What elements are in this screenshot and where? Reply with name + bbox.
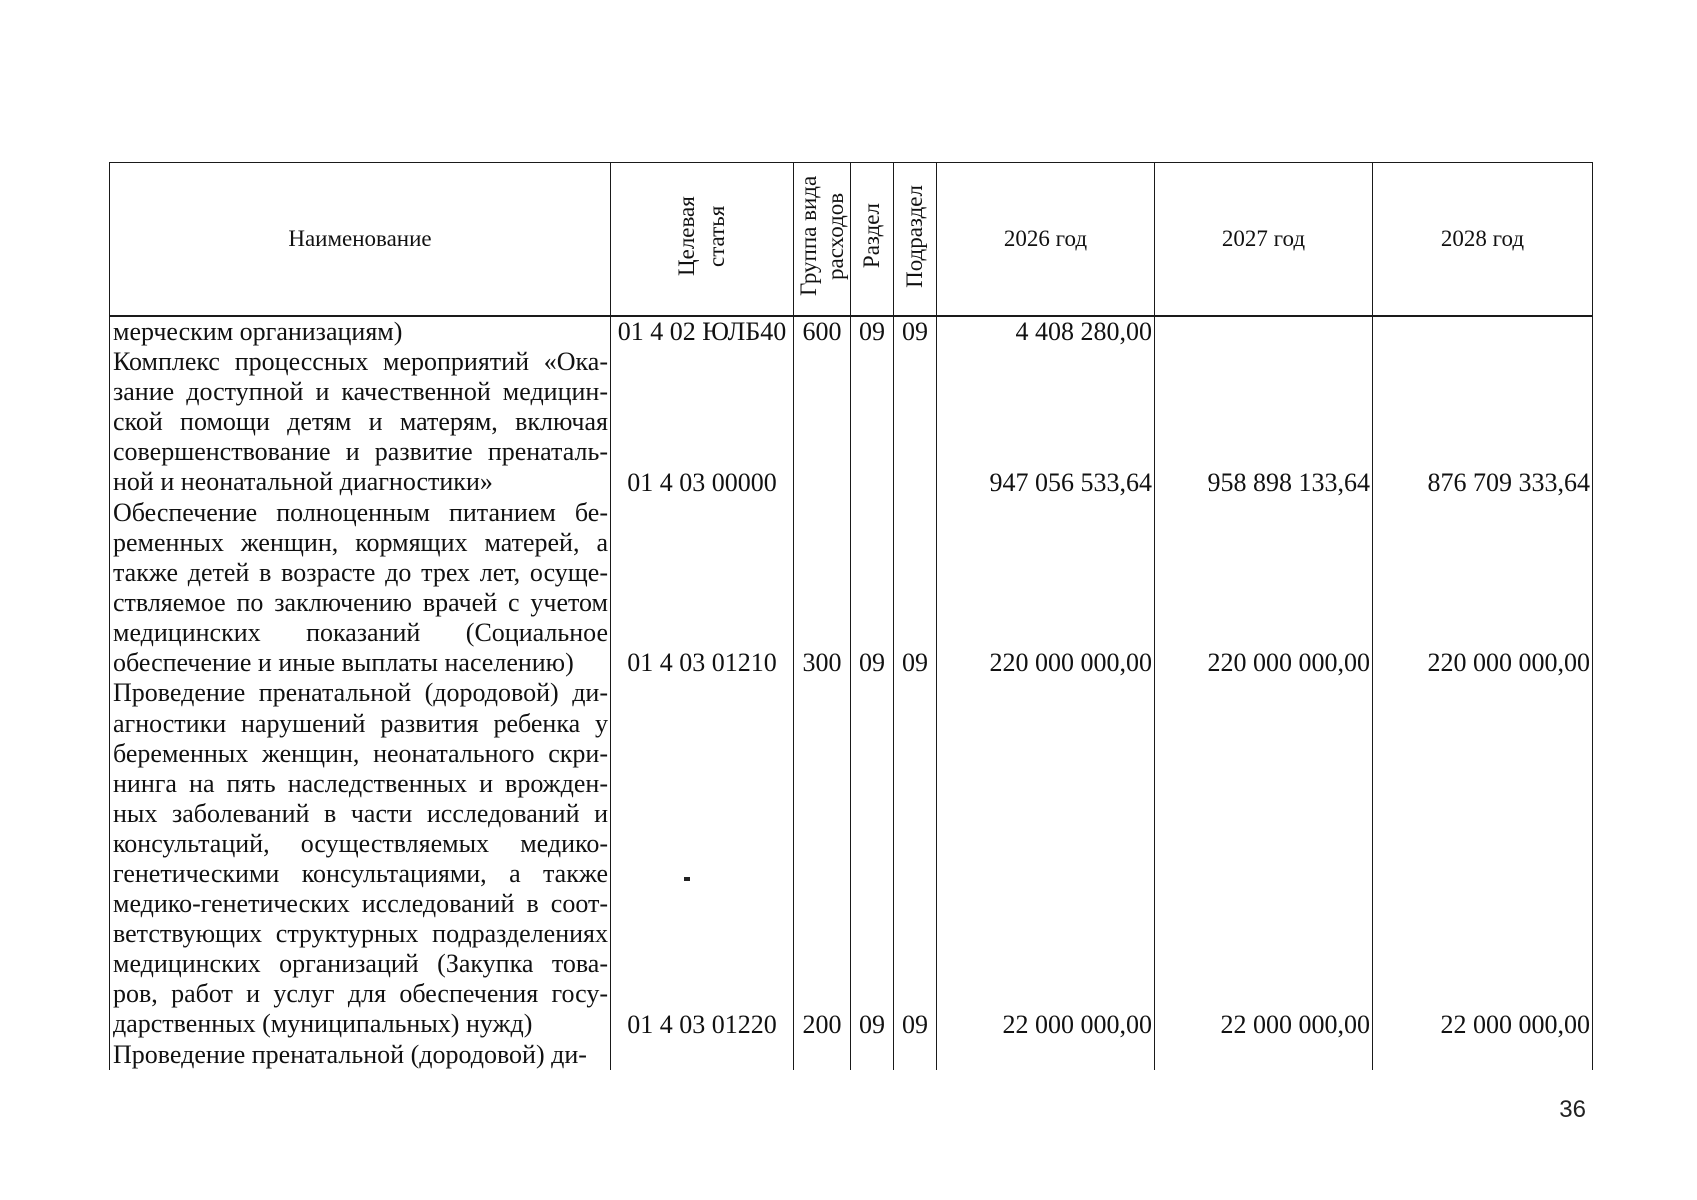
row-amount-2028 [1373,678,1593,1039]
row-target-code-value: 01 4 03 01210 [627,648,777,678]
row-name [110,347,611,498]
row-name-line: Обеспечение полноценным питанием бе- [113,497,608,527]
row-amount-2027 [1155,316,1373,347]
row-amount-2028 [1373,347,1593,498]
row-amount-2027-value: 958 898 133,64 [1207,467,1370,497]
row-name [110,1040,611,1070]
table-row [110,678,1593,1039]
row-amount-2026-value: 22 000 000,00 [1002,1009,1152,1039]
row-amount-2027 [1155,498,1373,679]
row-name-line: беременных женщин, неонатального скри- [113,738,608,768]
row-name-line: совершенствование и развитие пренаталь- [113,437,608,467]
row-subsection [894,498,937,679]
row-name-line: ных заболеваний в части исследований и [113,798,608,828]
row-amount-2028-value: 22 000 000,00 [1440,1009,1590,1039]
row-name-line: ременных женщин, кормящих матерей, а [113,527,608,557]
header-name: Наименование [110,163,611,317]
row-section-value: 09 [859,317,885,347]
row-section [851,498,894,679]
row-section-value: 09 [859,648,885,678]
row-name-line: дарственных (муниципальных) нужд) [113,1009,533,1039]
row-name-line: медико-генетических исследований в соот- [113,889,608,919]
row-section-value: 09 [859,1009,885,1039]
row-amount-2028-value: 220 000 000,00 [1427,648,1590,678]
row-amount-2027 [1155,1040,1373,1070]
header-subsection: Подраздел [894,163,937,317]
row-expense-group [794,316,851,347]
budget-table [109,162,1593,1070]
header-target: Целевая статья [611,163,794,317]
table-row [110,1040,1593,1070]
row-name-line: ров, работ и услуг для обеспечения госу- [113,979,608,1009]
row-amount-2027-value: 22 000 000,00 [1220,1009,1370,1039]
row-amount-2027 [1155,347,1373,498]
row-target-code [611,316,794,347]
header-group: Группа вида расходов [794,163,851,317]
row-amount-2028 [1373,498,1593,679]
row-name [110,678,611,1039]
row-expense-group [794,1040,851,1070]
table-header [110,163,1593,317]
row-subsection [894,1040,937,1070]
row-name-line: ной и неонатальной диагностики» [113,467,493,497]
row-name-line: зание доступной и качественной медицин- [113,377,608,407]
row-name-line: ской помощи детям и матерям, включая [113,407,608,437]
row-subsection-value: 09 [902,648,928,678]
row-name-line: обеспечение и иные выплаты населению) [113,648,574,678]
row-amount-2027-value: 220 000 000,00 [1207,648,1370,678]
row-subsection [894,347,937,498]
row-target-code [611,678,794,1039]
row-name-line: агностики нарушений развития ребенка у [113,708,608,738]
row-subsection-value: 09 [902,1009,928,1039]
row-expense-group [794,678,851,1039]
row-section [851,1040,894,1070]
row-target-code-value: 01 4 02 ЮЛБ40 [617,317,787,347]
row-name-line: консультаций, осуществляемых медико- [113,828,608,858]
row-amount-2028 [1373,1040,1593,1070]
row-amount-2026 [937,316,1155,347]
row-amount-2026 [937,1040,1155,1070]
row-amount-2026 [937,498,1155,679]
row-name [110,316,611,347]
row-name-line: также детей в возрасте до трех лет, осуще- [113,557,608,587]
row-section [851,347,894,498]
row-section [851,316,894,347]
row-amount-2026-value: 220 000 000,00 [989,648,1152,678]
row-name-line: Проведение пренатальной (дородовой) ди- [113,1039,587,1069]
stray-dash-mark [684,877,690,881]
row-amount-2028-value: 876 709 333,64 [1427,467,1590,497]
header-2027: 2027 год [1155,163,1373,317]
row-expense-group [794,498,851,679]
row-amount-2026-value: 947 056 533,64 [989,467,1152,497]
row-name-line: медицинских организаций (Закупка това- [113,949,608,979]
row-name-line: нинга на пять наследственных и врожден- [113,768,608,798]
table-row [110,347,1593,498]
table-row [110,498,1593,679]
row-target-code [611,1040,794,1070]
header-2028: 2028 год [1373,163,1593,317]
row-amount-2026 [937,678,1155,1039]
row-target-code [611,347,794,498]
header-section: Раздел [851,163,894,317]
row-target-code-value: 01 4 03 01220 [627,1009,777,1039]
row-name-line: Комплекс процессных мероприятий «Ока- [113,347,608,377]
row-target-code [611,498,794,679]
row-name-line: медицинских показаний (Социальное [113,618,608,648]
row-name [110,498,611,679]
row-expense-group-value: 200 [802,1009,842,1039]
row-expense-group-value: 300 [802,648,842,678]
row-name-line: генетическими консультациями, а также [113,858,608,888]
row-subsection [894,316,937,347]
header-2026: 2026 год [937,163,1155,317]
row-subsection [894,678,937,1039]
table-body [110,316,1593,1070]
row-name-line: ветствующих структурных подразделениях [113,919,608,949]
row-amount-2027 [1155,678,1373,1039]
row-expense-group [794,347,851,498]
row-subsection-value: 09 [902,317,928,347]
row-amount-2026-value: 4 408 280,00 [1015,317,1152,347]
row-name-line: ствляемое по заключению врачей с учетом [113,587,608,617]
row-amount-2028 [1373,316,1593,347]
row-amount-2026 [937,347,1155,498]
row-name-line: мерческим организациям) [113,317,403,346]
page-number: 36 [1559,1096,1586,1123]
row-target-code-value: 01 4 03 00000 [627,467,777,497]
row-name-line: Проведение пренатальной (дородовой) ди- [113,678,608,708]
table-row [110,316,1593,347]
row-expense-group-value: 600 [802,317,842,347]
row-section [851,678,894,1039]
